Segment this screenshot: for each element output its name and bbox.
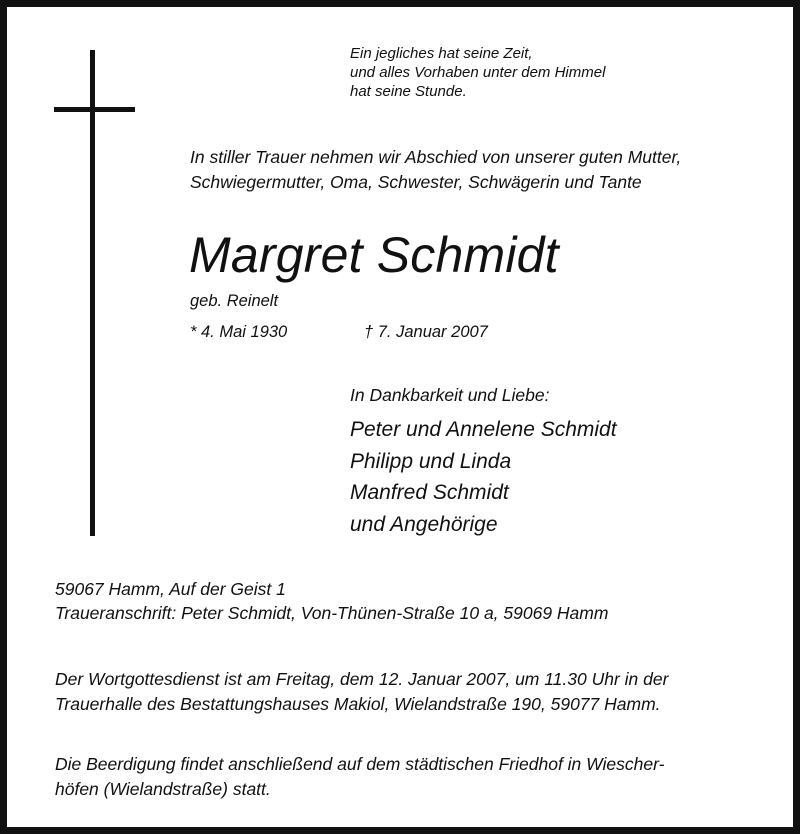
burial-line: höfen (Wielandstraße) statt. bbox=[55, 779, 271, 799]
mourner-entry: Philipp und Linda bbox=[350, 449, 512, 473]
cross-icon-bar bbox=[54, 107, 135, 112]
mourning-address-line: Traueranschrift: Peter Schmidt, Von-Thünen-Straße 10 a, 59069 Hamm bbox=[55, 603, 609, 623]
service-line: Trauerhalle des Bestattungshauses Makiol, Wielandstraße 190, 59077 Hamm. bbox=[55, 694, 661, 714]
deceased-name: Margret Schmidt bbox=[189, 227, 559, 283]
maiden-name: geb. Reinelt bbox=[190, 292, 279, 310]
intro-text bbox=[190, 145, 681, 195]
intro-line: In stiller Trauer nehmen wir Abschied von unserer guten Mutter, bbox=[190, 147, 682, 167]
burial-line: Die Beerdigung findet anschließend auf dem städtischen Friedhof in Wiescher- bbox=[55, 754, 665, 774]
address-line: 59067 Hamm, Auf der Geist 1 bbox=[55, 579, 286, 599]
service-line: Der Wortgottesdienst ist am Freitag, dem 12. Januar 2007, um 11.30 Uhr in der bbox=[55, 669, 669, 689]
service-info bbox=[55, 667, 668, 717]
thanks-line: In Dankbarkeit und Liebe: bbox=[350, 385, 550, 405]
motto-line: Ein jegliches hat seine Zeit, bbox=[350, 45, 533, 62]
cross-icon bbox=[90, 50, 95, 536]
mourners-list bbox=[350, 414, 617, 540]
mourner-entry: Manfred Schmidt bbox=[350, 481, 509, 504]
mourner-entry: und Angehörige bbox=[350, 512, 498, 536]
birth-date: * 4. Mai 1930 bbox=[190, 323, 288, 341]
address-block bbox=[55, 577, 608, 625]
motto-line: hat seine Stunde. bbox=[350, 83, 467, 100]
mourner-entry: Peter und Annelene Schmidt bbox=[350, 418, 617, 441]
motto-quote bbox=[350, 44, 605, 101]
death-date: † 7. Januar 2007 bbox=[364, 323, 488, 341]
intro-line: Schwiegermutter, Oma, Schwester, Schwägerin und Tante bbox=[190, 172, 642, 192]
burial-info bbox=[55, 752, 664, 802]
motto-line: und alles Vorhaben unter dem Himmel bbox=[350, 64, 606, 81]
